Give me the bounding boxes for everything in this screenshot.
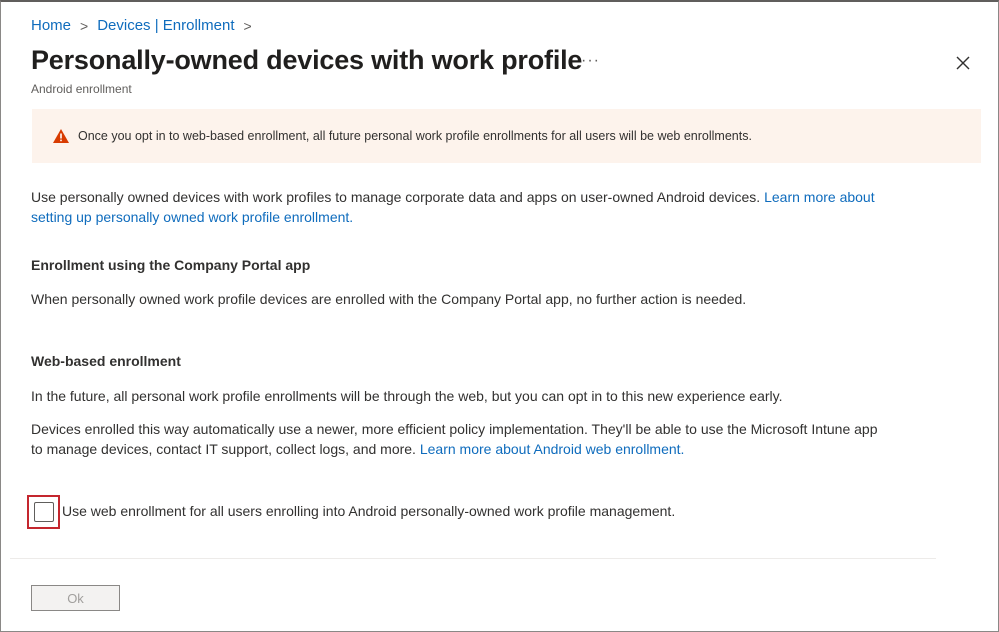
breadcrumb-separator: > bbox=[80, 17, 89, 34]
web-enrollment-text2-line2: to manage devices, contact IT support, collect logs, and more. bbox=[31, 441, 420, 457]
breadcrumb bbox=[31, 17, 261, 34]
web-enrollment-text2-line1: Devices enrolled this way automatically use a newer, more efficient policy implementation. They'll be able to use the Microsoft Intune app bbox=[31, 421, 878, 437]
breadcrumb-devices-enrollment[interactable]: Devices | Enrollment bbox=[97, 17, 235, 34]
checkbox-box[interactable] bbox=[34, 502, 54, 522]
intro-link-line2: setting up personally owned work profile enrollment. bbox=[31, 209, 354, 225]
intro-link-line1: Learn more about bbox=[764, 189, 875, 205]
web-enrollment-checkbox[interactable] bbox=[27, 495, 60, 529]
web-enrollment-learn-more-link[interactable]: Learn more about Android web enrollment. bbox=[419, 441, 685, 457]
company-portal-text: When personally owned work profile devices are enrolled with the Company Portal app, no further action is needed. bbox=[31, 291, 747, 307]
ok-button[interactable]: Ok bbox=[31, 585, 120, 611]
company-portal-heading: Enrollment using the Company Portal app bbox=[31, 257, 311, 273]
web-enrollment-checkbox-label[interactable]: Use web enrollment for all users enrolling into Android personally-owned work profile management. bbox=[62, 503, 676, 519]
breadcrumb-home[interactable]: Home bbox=[31, 17, 72, 34]
web-enrollment-text2 bbox=[31, 419, 951, 459]
warning-banner bbox=[32, 109, 981, 163]
page-subtitle: Android enrollment bbox=[31, 82, 132, 96]
intro-paragraph bbox=[31, 187, 931, 227]
intro-text: Use personally owned devices with work profiles to manage corporate data and apps on user-owned Android devices. bbox=[31, 189, 765, 205]
web-enrollment-heading: Web-based enrollment bbox=[31, 353, 181, 369]
more-options-button[interactable]: ··· bbox=[581, 52, 600, 69]
warning-text: Once you opt in to web-based enrollment, all future personal work profile enrollments for all users will be web enrollments. bbox=[78, 129, 752, 143]
page-title: Personally-owned devices with work profile bbox=[31, 45, 583, 75]
warning-icon bbox=[52, 128, 70, 144]
close-icon[interactable] bbox=[953, 53, 973, 73]
footer-divider bbox=[10, 558, 936, 559]
breadcrumb-separator: > bbox=[243, 17, 252, 34]
web-enrollment-text1: In the future, all personal work profile enrollments will be through the web, but you can opt in to this new experience early. bbox=[31, 388, 783, 404]
